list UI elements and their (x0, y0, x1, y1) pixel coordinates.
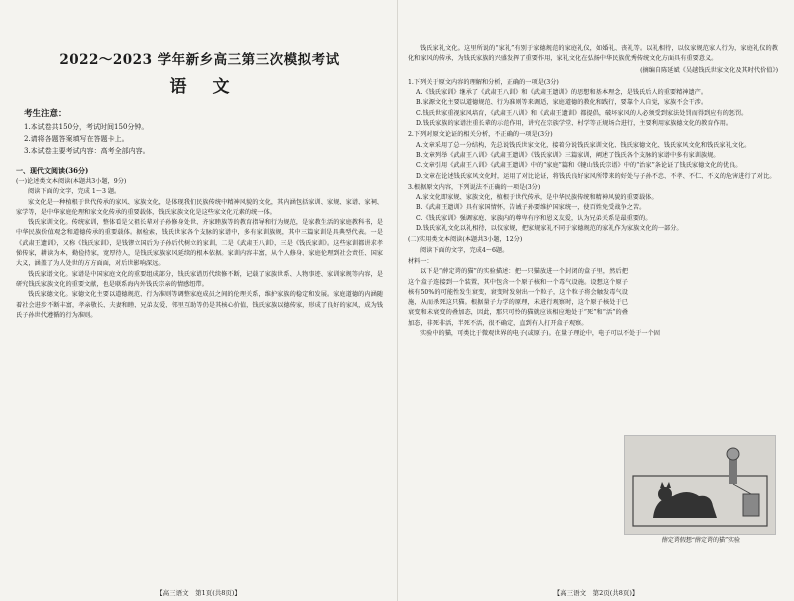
subsection-heading: (一)论述类文本阅读(本题共3小题，9分) (16, 178, 127, 185)
option: B.《武肃王遗训》具有家国情怀，告诫子孙要维护国家统一，使百姓免受战争之苦。 (416, 204, 646, 212)
question-3: 3.根据原文内容，下列说法不正确的一项是(3分) (408, 183, 541, 191)
question-2: 2.下列对原文论证的相关分析，不正确的一项是(3分) (408, 131, 553, 139)
page-footer: 【高三语文 第2页(共8页)】 (553, 589, 639, 597)
option: D.钱氏家礼文化以礼相待，以仪家规，把家规家礼不同于家德规范的家礼作为家族文化的一部分。 (416, 225, 683, 233)
question-1: 1.下列关于原文内容的理解和分析，正确的一项是(3分) (408, 78, 559, 86)
paragraph: 钱氏家谱文化。家谱是中国家庭文化的重要组成部分，钱氏家谱历代续修不断，记载了家族世系、人物事迹、家训家规等内容，是研究钱氏家族文化的重要文献，也是联系海内外钱氏宗亲的情感纽带。 (16, 270, 383, 288)
option: D.钱氏家族的家谱注重长辈的示范作用，讲究在宗族学堂、村学等正规场合进行，主要利用家族德文化的教育作用。 (416, 120, 733, 128)
option: D.文章在论述钱氏家风文化时，运用了对比论证，将钱氏良好家风所带来的好处与子孙不忠、不孝、不仁、不义的危害进行了对比。 (416, 172, 776, 180)
experiment-text (408, 267, 628, 329)
paragraph: 家文化是一种植根于世代传承的家风、家族文化，是体现我们民族传统中精神风貌的文化，其内涵包括家训、家规、家谱、家祠、家学等，是中华家庭伦理和家文化传承的重要载体，钱氏家族文化是这些家文化元素的统一体。 (16, 198, 383, 216)
material-label: 材料一： (408, 257, 433, 265)
paragraph: 钱氏家德文化。家德文化主要以道德规范、行为准则等调整家庭成员之间的伦理关系，维护家族的稳定和发展。家庭道德的内涵随着社会进步不断丰富，孝亲敬长、夫妻和睦、兄弟友爱、邻里互助等仍是其核心价值，钱氏家族以德传家，形成了良好的家风，成为钱氏子孙世代遵循的行为准则。 (16, 291, 383, 319)
option: C.《钱氏家训》强调家庭、家族内的尊卑有序和恩义友爱，认为兄弟关系是最重要的。 (416, 214, 652, 222)
option: B.文章列举《武肃王八训》《武肃王遗训》《钱氏家训》三篇家训，阐述了钱氏各个支脉的家谱中多有家训族规。 (416, 151, 720, 159)
option: C.钱氏世家重视家风培育，《武肃王八训》和《武肃王遗训》都提倡，破坏家风的人必须受到家法处罚而得到应有的惩罚。 (416, 109, 748, 117)
section-heading: 一、现代文阅读(36分) (16, 166, 89, 175)
paragraph: 钱氏家礼文化。这里所说的“家礼”有别于家德规范的家庭礼仪，如婚礼、丧礼等。以礼相待，以仪家规范家人行为，家庭礼仪的教化和家风的传承，为钱氏家族的兴盛发挥了重要作用，家礼文化在弘扬中华民族优秀传统文化方面具有重要意义。 (408, 45, 778, 63)
instructions: 阅读下面的文字，完成 1～3 题。 (28, 188, 121, 196)
notice-3: 3.本试卷主要考试内容：高考全部内容。 (24, 147, 150, 155)
paragraph: 实验中的猫，可类比于微观世界的电子(或原子)。在量子理论中，电子可以不处于一个固 (420, 330, 660, 338)
notice-2: 2.请将各题答案填写在答题卡上。 (24, 135, 129, 143)
subject-title: 语文 (169, 77, 256, 97)
right-page (397, 0, 794, 601)
paragraph: 钱氏家训文化。传统家训，整体看是父祖长辈对子孙修身处世、齐家睦族等的教育指导和行为规范，是家教生活的家庭教科书，是中华民族价值观念和道德传承的重要载体。据检索，钱氏世家各个支脉的家谱中，多有家训族规，其中三篇家训是具典型代表。一是《武肃王遗训》，又称《钱氏家训》，是钱镠立国后为子孙后代树立的家训，二是《武肃王八训》，三是《钱氏家训》。这些家训都讲求孝悌传家，耕读为本，勤俭持家，宽厚待人，是钱氏家族家风延续的根本依据。家训内容丰富，从个人修身、家庭伦理到社会责任、国家大义，涵盖了为人处世的方方面面，对后世影响深远。 (16, 219, 383, 268)
option: A.文章采用了总一分结构，先总说钱氏世家文化，接着分说钱氏家训文化、钱氏家德文化、钱氏家风文化和钱氏家礼文化。 (416, 141, 751, 149)
notice-1: 1.本试卷共150分，考试时间150分钟。 (24, 123, 149, 131)
subsection-heading-2: (二)实用类文本阅读(本题共3小题，12分) (408, 236, 523, 244)
option: B.家源文化主要以道德规范、行为准则等来调适，家庭道德的教化和践行，要靠个人自觉，家族不会干涉。 (416, 99, 708, 107)
option: C.文章引用《武肃王八训》《武肃王遗训》中的“家庭”篇和《犍山钱氏宗谱》中的“治家”条论证了钱氏家德文化的优良。 (416, 162, 742, 170)
option: A.《钱氏家训》继承了《武肃王八训》和《武肃王遗训》的思想和基本理念，是钱氏后人的重要精神遗产。 (416, 89, 708, 97)
paragraph: 以下是“薛定谔的猫”的实验描述：把一只猫放进一个封闭的盒子里，然后把这个盒子连接到一个装置，其中包含一个原子核和一个毒气设施。设想这个原子核有50%的可能性发生衰变，衰变时发射出一个粒子，这个粒子将会触发毒气设施，从而杀死这只猫。根据量子力学的原理，未进行观察时，这个原子核处于已衰变和未衰变的叠加态，因此，那只可怜的猫就应该相应地处于“死”和“活”的叠加态，非死非活，半死不活，很不确定，直到有人打开盒子观察。 (408, 268, 628, 327)
instructions-2: 阅读下面的文字，完成4～6题。 (420, 246, 509, 254)
cat-experiment-icon (625, 436, 775, 534)
source-citation: (摘编自陈延斌《吴越钱氏世家文化及其时代价值》) (640, 66, 778, 74)
page-footer: 【高三语文 第1页(共8页)】 (156, 589, 241, 597)
image-caption: 薛定谔假想“薛定谔的猫”实验 (661, 537, 741, 544)
option: A.家文化即家规、家族文化，植根于世代传承，是中华民族传统和精神风貌的重要载体。 (416, 194, 658, 202)
cat-experiment-image (624, 435, 776, 535)
notice-heading: 考生注意： (24, 109, 67, 119)
exam-title: 2022～2023 学年新乡高三第三次模拟考试 (59, 52, 340, 68)
